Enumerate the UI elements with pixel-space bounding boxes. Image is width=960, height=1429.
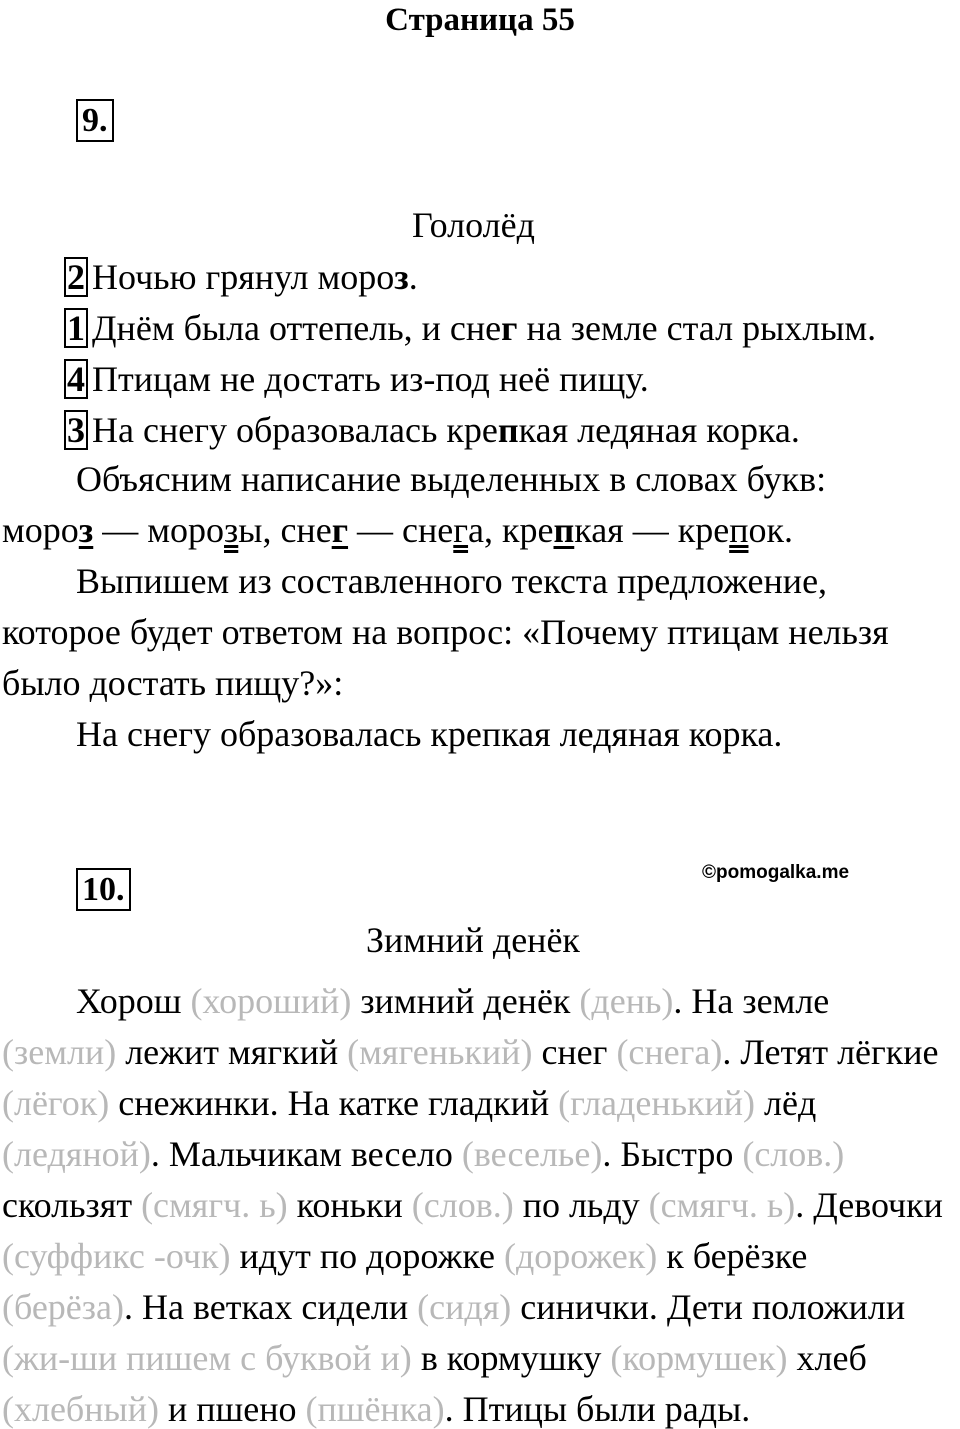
- text-line: (хлебный) и пшено (пшёнка). Птицы были рады.: [2, 1389, 751, 1429]
- text-line: (суффикс -очк) идут по дорожке (дорожек) к берёзке: [2, 1236, 808, 1276]
- order-number-box: 4: [64, 359, 88, 399]
- text-line: скользят (смягч. ь) коньки (слов.) по льду (смягч. ь). Девочки: [2, 1185, 943, 1225]
- text-line: (берёза). На ветках сидели (сидя) синички. Дети положили: [2, 1287, 906, 1327]
- answer-line: На снегу образовалась крепкая ледяная корка.: [76, 714, 783, 754]
- task-9-heading: Гололёд: [412, 205, 535, 245]
- task-9-item: 4 Птицам не достать из-под неё пищу.: [64, 359, 649, 399]
- explain-line: Объясним написание выделенных в словах букв:: [76, 459, 827, 499]
- task-9-item: 1 Днём была оттепель, и снег на земле стал рыхлым.: [64, 308, 876, 348]
- task-9-item: 2 Ночью грянул мороз.: [64, 257, 418, 297]
- task-10-number: 10.: [76, 868, 131, 911]
- watermark: ©pomogalka.me: [702, 862, 850, 883]
- question-line: которое будет ответом на вопрос: «Почему птицам нельзя: [2, 612, 889, 652]
- text-line: (лёгок) снежинки. На катке гладкий (гладенький) лёд: [2, 1083, 817, 1123]
- order-number-box: 2: [64, 257, 88, 297]
- order-number-box: 1: [64, 308, 88, 348]
- page-title: Страница 55: [385, 2, 575, 38]
- question-line: Выпишем из составленного текста предложение,: [76, 561, 828, 601]
- task-9-number: 9.: [76, 99, 114, 142]
- text-line: (жи-ши пишем с буквой и) в кормушку (кормушек) хлеб: [2, 1338, 867, 1378]
- explain-words: мороз — морозы, снег — снега, крепкая — крепок.: [2, 510, 793, 550]
- task-10-heading: Зимний денёк: [366, 920, 580, 960]
- question-line: было достать пищу?»:: [2, 663, 344, 703]
- text-line: Хорош (хороший) зимний денёк (день). На земле: [76, 981, 830, 1021]
- text-line: (земли) лежит мягкий (мягенький) снег (снега). Летят лёгкие: [2, 1032, 939, 1072]
- task-9-item: 3 На снегу образовалась крепкая ледяная корка.: [64, 410, 800, 450]
- order-number-box: 3: [64, 410, 88, 450]
- text-line: (ледяной). Мальчикам весело (веселье). Быстро (слов.): [2, 1134, 845, 1174]
